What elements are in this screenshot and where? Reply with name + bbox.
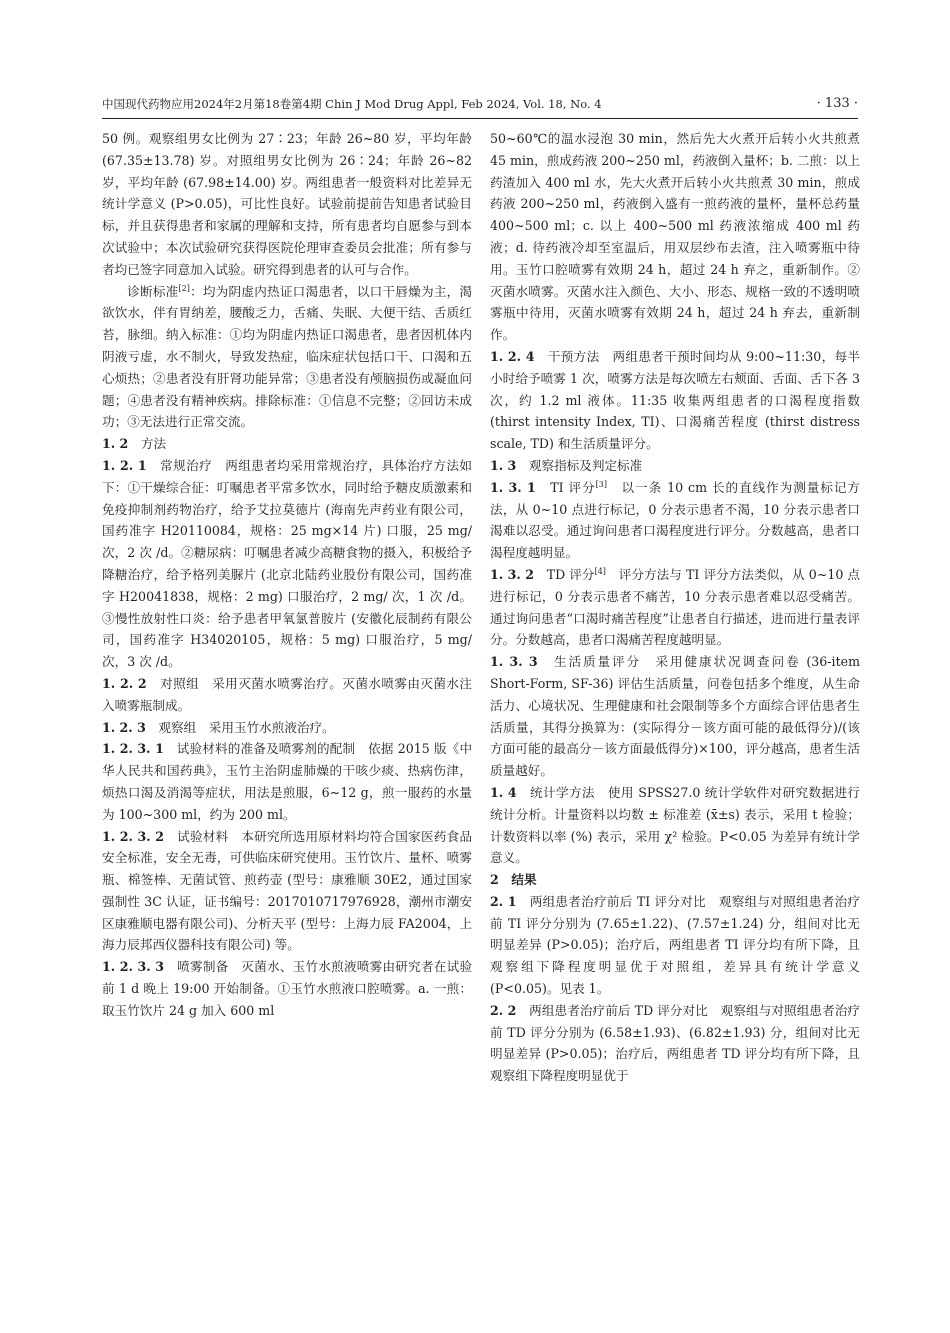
section-title: 观察组 [158,719,197,735]
section-title: 观察指标及判定标准 [528,457,643,473]
section-number: 2 [490,872,499,888]
section-body: 灭菌水、玉竹水煎液喷雾由研究者在试验前 1 d 晚上 19:00 开始制备。①玉竹水煎液口腔喷雾。a. 一煎：取玉竹饮片 24 g 加入 600 ml [102,959,472,1018]
paragraph-diagnosis [102,281,472,434]
subsection [102,673,472,717]
section-title: TI 评分 [550,479,596,495]
subsection [490,1000,860,1087]
subsection [102,717,472,739]
section-title: 统计学方法 [530,784,595,800]
left-column [102,128,472,1188]
subsection [490,651,860,782]
subsection [102,956,472,1021]
section-number: 1. 3. 2 [490,566,534,582]
section-heading [490,869,860,891]
section-title: 喷雾制备 [177,959,229,975]
section-body: 使用 SPSS27.0 统计学软件对研究数据进行统计分析。计量资料以均数 ± 标准差 (x̄±s) 表示，采用 t 检验；计数资料以率 (%) 表示，采用 χ² 检验。P<0.05 为差异有统计学意义。 [490,784,860,866]
section-body: 观察组与对照组患者治疗前 TD 评分分别为 (6.58±1.93)、(6.82±1.93) 分，组间对比无明显差异 (P>0.05)；治疗后，两组患者 TD 评分均有所下降，且观察组下降程度明显优于 [490,1002,860,1084]
subsection [490,564,860,651]
section-number: 1. 2. 4 [490,348,535,364]
subsection [102,738,472,825]
section-title: 两组患者治疗前后 TI 评分对比 [529,893,706,909]
section-body: 评分方法与 TI 评分方法类似，从 0~10 点进行标记，0 分表示患者不痛苦，10 分表示患者难以忍受痛苦。通过询问患者“口渴时痛苦程度”让患者自行描述，进而进行量表评分。分数越高，患者口渴痛苦程度越明显。 [490,566,860,648]
section-number: 1. 2. 1 [102,457,147,473]
running-header [102,96,858,118]
section-title: 常规治疗 [160,457,213,473]
section-number: 1. 2. 3. 3 [102,959,165,975]
section-body: 两组患者干预时间均从 9:00~11:30，每半小时给予喷雾 1 次，喷雾方法是每次喷左右颊面、舌面、舌下各 3 次，约 1.2 ml 液体。11:35 收集两组患者的口渴程度指数 (thirst intensity Index, TI)、口渴痛苦程度 (thirst distress scale, TD) 和生活质量评分。 [490,348,860,452]
subsection [490,477,860,564]
citation-ref: [3] [595,479,607,489]
section-number: 1. 2. 3. 2 [102,828,165,844]
section-body: 观察组与对照组患者治疗前 TI 评分分别为 (7.65±1.22)、(7.57±1.24) 分，组间对比无明显差异 (P>0.05)；治疗后，两组患者 TI 评分均有所下降，且观察组下降程度明显优于对照组，差异具有统计学意义 (P<0.05)。见表 1。 [490,893,860,997]
section-title: 结果 [511,872,537,888]
subsection [102,455,472,673]
section-number: 2. 2 [490,1002,517,1018]
section-body: 采用灭菌水喷雾治疗。灭菌水喷雾由灭菌水注入喷雾瓶制成。 [102,675,472,713]
section-body: 以一条 10 cm 长的直线作为测量标记方法，从 0~10 点进行标记，0 分表示患者不渴，10 分表示患者口渴难以忍受。通过询问患者口渴程度进行评分。分数越高，患者口渴程度越明显。 [490,479,860,561]
section-number: 1. 2. 3. 1 [102,741,164,757]
subsection [490,891,860,1000]
section-title: TD 评分 [546,566,595,582]
subsection [490,782,860,869]
section-title: 试验材料 [177,828,229,844]
citation-ref: [2] [178,283,190,293]
section-title: 对照组 [160,675,200,691]
section-title: 试验材料的准备及喷雾剂的配制 [176,741,356,757]
section-number: 1. 3. 3 [490,654,538,670]
citation-ref: [4] [594,566,606,576]
paragraph: 50 例。观察组男女比例为 27∶23；年龄 26~80 岁，平均年龄 (67.35±13.78) 岁。对照组男女比例为 26∶24；年龄 26~82 岁，平均年龄 (67.98±14.00) 岁。两组患者一般资料对比差异无统计学意义 (P>0.05)，可比性良好。试验前提前告知患者试验目标，并且获得患者和家属的理解和支持，所有患者均自愿参与到本次试验中；本次试验研究获得医院伦理审查委员会批准；所有参与者均已签字同意加入试验。研究得到患者的认可与合作。 [102,131,472,277]
section-number: 2. 1 [490,893,517,909]
section-number: 1. 2. 3 [102,719,146,735]
diagnosis-heading: 诊断标准 [127,283,179,299]
section-number: 1. 3 [490,457,517,473]
section-body: 两组患者均采用常规治疗，具体治疗方法如下：①干燥综合征：叮嘱患者平常多饮水，同时给予糖皮质激素和免疫抑制剂药物治疗，给予艾拉莫德片 (海南先声药业有限公司，国药准字 H20110084，规格：25 mg×14 片) 口服，25 mg/ 次，2 次 /d。②糖尿病：叮嘱患者减少高糖食物的摄入，积极给予降糖治疗，给予格列美脲片 (北京北陆药业股份有限公司，国药准字 H20041838，规格：2 mg) 口服治疗，2 mg/ 次，1 次 /d。③慢性放射性口炎：给予患者甲氧氯普胺片 (安徽化辰制药有限公司，国药准字 H34020105，规格：5 mg) 口服治疗，5 mg/ 次，3 次 /d。 [102,457,472,670]
journal-citation: 中国现代药物应用2024年2月第18卷第4期 Chin J Mod Drug Appl, Feb 2024, Vol. 18, No. 4 [102,97,602,111]
subsection [102,826,472,957]
section-body: 采用玉竹水煎液治疗。 [208,719,335,735]
section-number: 1. 2. 2 [102,675,147,691]
subsection [490,346,860,455]
section-heading [102,433,472,455]
section-heading [490,455,860,477]
section-title: 两组患者治疗前后 TD 评分对比 [529,1002,708,1018]
section-body: 采用健康状况调查问卷 (36-item Short-Form, SF-36) 评估生活质量，问卷包括多个维度，从生命活力、心境状况、生理健康和社会限制等多个方面综合评估患者生活质量，其得分换算为：(实际得分－该方面可能的最低得分)/(该方面可能的最高分－该方面最低得分)×100，评分越高，患者生活质量越好。 [490,654,860,779]
page-number: · 133 · [816,96,858,111]
section-title: 干预方法 [547,348,600,364]
section-body: 依据 2015 版《中华人民共和国药典》，玉竹主治阴虚肺燥的干咳少痰、热病伤津，烦热口渴及消渴等症状，用法是煎服，6~12 g，煎一服药的水量为 100~300 ml，约为 200 ml。 [102,741,472,822]
section-body: 本研究所选用原材料均符合国家医药食品安全标准，安全无毒，可供临床研究使用。玉竹饮片、量杯、喷雾瓶、棉签棒、无菌试管、煎药壶 (型号：康雅顺 30E2，通过国家强制性 3C 认证，证书编号：2017010717976928，潮州市潮安区康雅顺电器有限公司)、分析天平 (型号：上海力辰 FA2004，上海力辰邦西仪器科技有限公司) 等。 [102,828,472,953]
diagnosis-body: ：均为阴虚内热证口渴患者，以口干唇燥为主，渴欲饮水，伴有胃纳差，腰酸乏力，舌痛、失眠、大便干结、舌质红苔，脉细。纳入标准：①均为阴虚内热证口渴患者，患者因机体内阴液亏虚，水不制火，导致发热症，临床症状包括口干、口渴和五心烦热；②患者没有肝肾功能异常；③患者没有颅脑损伤或凝血问题；④患者没有精神疾病。排除标准：①信息不完整；②回访未成功；③无法进行正常交流。 [102,283,472,430]
paragraph: 50~60℃的温水浸泡 30 min，然后先大火煮开后转小火共煎煮 45 min，煎成药液 200~250 ml，药液倒入量杯；b. 二煎：以上药渣加入 400 ml 水，先大火煮开后转小火共煎煮 30 min，煎成药液 200~250 ml，药液倒入盛有一煎药液的量杯，量杯总药量 400~500 ml；c. 以上 400~500 ml 药液浓缩成 400 ml 药液；d. 待药液冷却至室温后，用双层纱布去渣，注入喷雾瓶中待用。玉竹口腔喷雾有效期 24 h，超过 24 h 弃之，重新制作。②灭菌水喷雾。灭菌水注入颜色、大小、形态、规格一致的不透明喷雾瓶中待用，灭菌水喷雾有效期 24 h，超过 24 h 弃去，重新制作。 [490,131,860,343]
section-number: 1. 4 [490,784,517,800]
section-number: 1. 2 [102,436,129,452]
section-title: 生活质量评分 [554,654,642,670]
header-rule [102,118,858,119]
section-title: 方法 [140,436,167,452]
section-number: 1. 3. 1 [490,479,536,495]
right-column [490,128,860,1188]
